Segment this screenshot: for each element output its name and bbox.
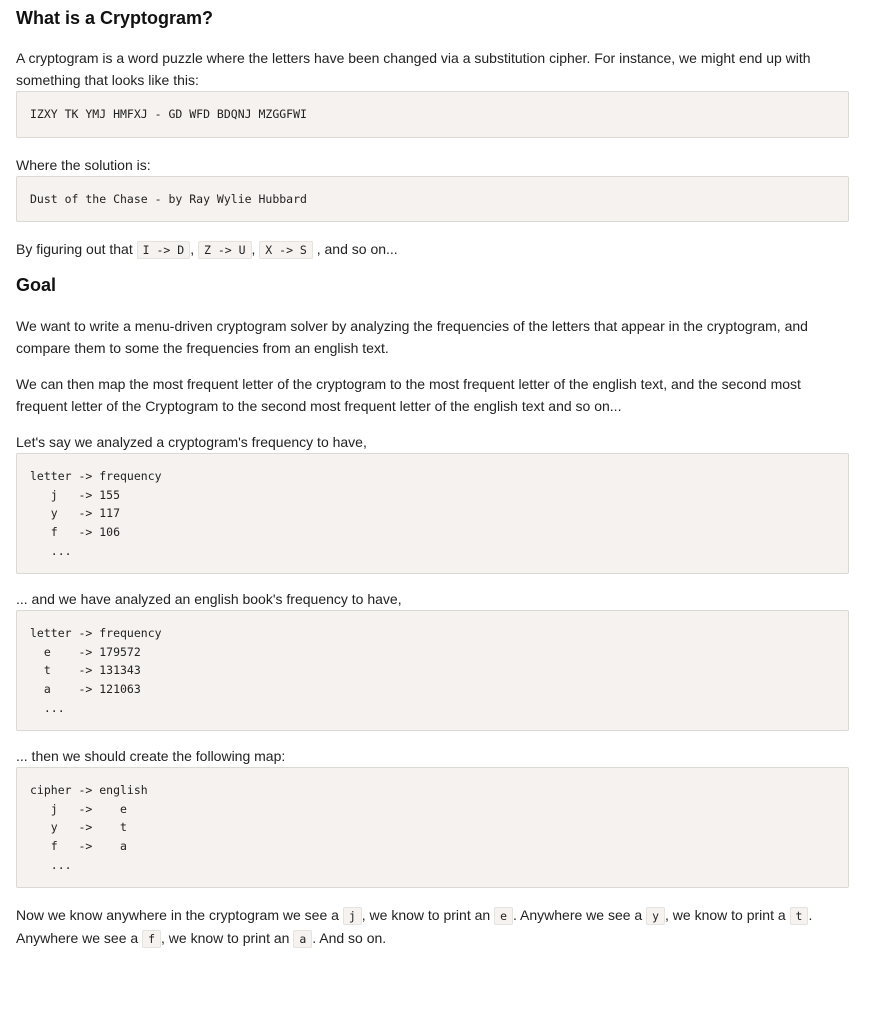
code-line: e -> 179572 <box>30 644 141 659</box>
figuring-sep-2: , <box>251 241 256 258</box>
final-text-5: . Anywhere we see a <box>16 907 813 947</box>
mapping-code-3: X -> S <box>259 241 313 259</box>
final-code-f: f <box>142 930 161 948</box>
final-text-4: , we know to print a <box>665 907 786 924</box>
map-intro: ... then we should create the following map: <box>16 748 286 765</box>
figuring-prefix: By figuring out that <box>16 241 133 258</box>
code-line: cipher -> english <box>30 783 148 798</box>
final-text-3: . Anywhere we see a <box>513 907 643 924</box>
final-text-1: Now we know anywhere in the cryptogram we see a <box>16 907 339 924</box>
intro-paragraph: A cryptogram is a word puzzle where the letters have been changed via a substitution cipher. For instance, we might end up with something that looks like this: <box>16 50 811 88</box>
code-line: letter -> frequency <box>30 469 162 484</box>
code-line: f -> 106 <box>30 524 121 539</box>
code-line: a -> 121063 <box>30 681 141 696</box>
code-line: ... <box>30 700 65 715</box>
english-analysis-intro: ... and we have analyzed an english book's frequency to have, <box>16 591 402 608</box>
cipher-example-block: IZXY TK YMJ HMFXJ - GD WFD BDQNJ MZGGFWI <box>16 91 849 138</box>
final-code-e: e <box>494 907 513 925</box>
code-line: y -> t <box>30 820 127 835</box>
final-paragraph <box>16 904 855 950</box>
final-code-a: a <box>293 930 312 948</box>
figuring-suffix: , and so on... <box>316 241 398 258</box>
code-line: t -> 131343 <box>30 663 141 678</box>
code-line: letter -> frequency <box>30 626 162 641</box>
figuring-sep-1: , <box>190 241 195 258</box>
cipher-map-block <box>16 767 849 888</box>
analysis-intro: Let's say we analyzed a cryptogram's frequency to have, <box>16 434 367 451</box>
figuring-paragraph <box>16 238 855 261</box>
english-frequency-block <box>16 610 849 731</box>
mapping-code-2: Z -> U <box>198 241 252 259</box>
goal-paragraph-1: We want to write a menu-driven cryptogram solver by analyzing the frequencies of the letters that appear in the cryptogram, and compare them to some the frequencies from an english text. <box>16 318 808 357</box>
final-code-t: t <box>790 907 809 925</box>
solution-block: Dust of the Chase - by Ray Wylie Hubbard <box>16 176 849 223</box>
goal-paragraph-2: We can then map the most frequent letter of the cryptogram to the most frequent letter of the english text, and the second most frequent letter of the Cryptogram to the second most frequent letter of the english text and so on... <box>16 376 801 415</box>
code-line: ... <box>30 857 72 872</box>
code-line: j -> 155 <box>30 487 121 502</box>
cryptogram-frequency-block <box>16 453 849 574</box>
solution-intro: Where the solution is: <box>16 156 151 173</box>
code-line: ... <box>30 543 72 558</box>
goal-heading: Goal <box>16 275 57 296</box>
final-text-2: , we know to print an <box>361 907 491 924</box>
final-code-y: y <box>646 907 665 925</box>
page-title: What is a Cryptogram? <box>16 8 214 28</box>
code-line: f -> a <box>30 838 127 853</box>
code-line: y -> 117 <box>30 506 121 521</box>
final-code-j: j <box>343 907 362 925</box>
code-line: j -> e <box>30 801 127 816</box>
final-text-6: , we know to print an <box>161 930 290 947</box>
final-text-7: . And so on. <box>312 930 387 947</box>
mapping-code-1: I -> D <box>137 241 191 259</box>
